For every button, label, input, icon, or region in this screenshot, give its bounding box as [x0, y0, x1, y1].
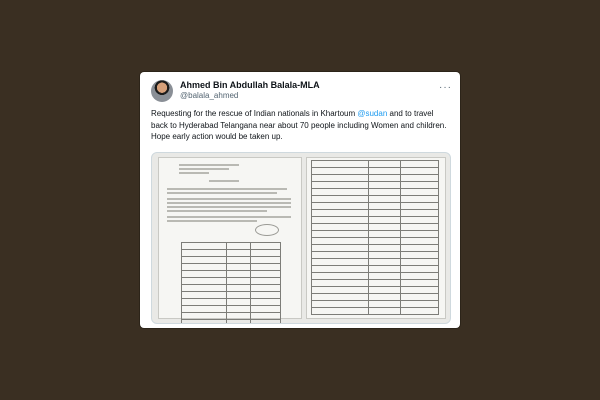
- document-page-right: [306, 157, 446, 319]
- mention-link[interactable]: @sudan: [357, 109, 388, 118]
- avatar[interactable]: [151, 80, 173, 102]
- author-name[interactable]: Ahmed Bin Abdullah Balala-MLA: [180, 80, 320, 90]
- more-options-icon[interactable]: ···: [439, 82, 452, 93]
- passenger-table-continued: [311, 160, 439, 315]
- tweet-text: [151, 108, 449, 143]
- passenger-table: [181, 242, 281, 324]
- tweet-text-part-2: and to travel back to Hyderabad Telangana near about 70 people including Women and children. Hope early action would be taken up.: [151, 109, 447, 141]
- tweet-text-part-1: Requesting for the rescue of Indian nationals in Khartoum: [151, 109, 358, 118]
- tweet-card[interactable]: [140, 72, 460, 328]
- document-page-left: [158, 157, 302, 319]
- author-handle[interactable]: @balala_ahmed: [180, 91, 239, 100]
- attached-image[interactable]: [151, 152, 451, 324]
